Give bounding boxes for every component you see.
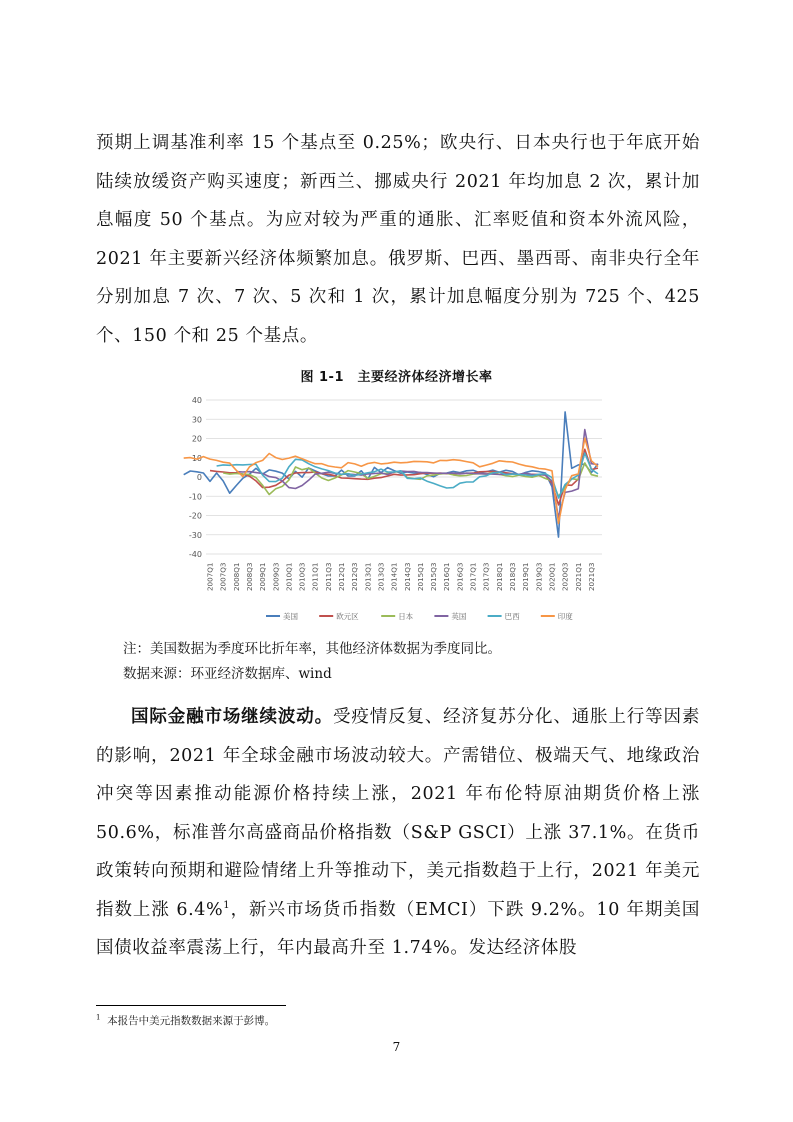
x-tick-label: 2011Q1 (310, 562, 320, 592)
x-tick-label: 2010Q3 (297, 562, 307, 592)
x-tick-label: 2017Q1 (468, 562, 478, 592)
x-tick-label: 2010Q1 (284, 562, 294, 592)
x-tick-label: 2016Q1 (442, 562, 452, 592)
x-tick-label: 2009Q1 (258, 562, 268, 592)
legend-label: 日本 (398, 612, 414, 621)
x-tick-label: 2020Q1 (547, 562, 557, 592)
x-tick-label: 2015Q3 (429, 562, 439, 592)
paragraph-2-text-1: 受疫情反复、经济复苏分化、通胀上行等因素的影响，2021 年全球金融市场波动较大。产需错位、极端天气、地缘政治冲突等因素推动能源价格持续上涨，2021 年布伦特原油期货价格上涨 50.6%，标准普尔高盛商品价格指数（S&P GSCI）上涨 37.1%。在货币政策转向预期和避险情绪上升等推动下，美元指数趋于上行，2021 年美元指数上涨 6.4% (96, 707, 700, 920)
x-tick-label: 2016Q3 (455, 562, 465, 592)
footnote-marker: 1 (96, 1013, 101, 1022)
footnote-reference[interactable]: 1 (223, 899, 231, 911)
y-tick-label: 40 (191, 396, 202, 405)
legend-label: 美国 (283, 612, 298, 621)
legend-label: 巴西 (504, 612, 520, 621)
paragraph-2-text (96, 698, 700, 968)
y-tick-label: -30 (188, 530, 202, 540)
x-tick-label: 2014Q1 (389, 562, 399, 592)
y-tick-label: 20 (191, 434, 202, 444)
chart-series (184, 412, 598, 537)
x-tick-label: 2007Q1 (205, 562, 215, 592)
x-tick-label: 2014Q3 (402, 562, 412, 592)
x-tick-label: 2007Q3 (218, 562, 228, 592)
legend-label: 欧元区 (336, 612, 359, 621)
x-tick-label: 2019Q1 (521, 562, 531, 592)
x-tick-label: 2008Q1 (231, 562, 241, 592)
chart-legend (266, 611, 573, 621)
figure-note: 注：美国数据为季度环比折年率，其他经济体数据为季度同比。 (123, 641, 501, 657)
x-tick-label: 2012Q3 (350, 562, 360, 592)
x-tick-label: 2008Q3 (244, 562, 254, 592)
y-tick-label: -20 (188, 511, 202, 521)
x-tick-label: 2013Q1 (363, 562, 373, 592)
x-tick-label: 2020Q3 (560, 562, 570, 592)
x-tick-label: 2018Q3 (508, 562, 518, 592)
legend-label: 英国 (451, 612, 467, 621)
figure-source: 数据来源：环亚经济数据库、wind (123, 666, 332, 682)
footnote-text: 本报告中美元指数数据来源于彭博。 (107, 1015, 276, 1027)
x-tick-label: 2019Q3 (534, 562, 544, 592)
paragraph-2-lead: 国际金融市场继续波动。 (131, 707, 333, 727)
x-tick-label: 2021Q3 (586, 562, 596, 592)
figure-title: 图 1-1 主要经济体经济增长率 (300, 370, 493, 385)
x-tick-label: 2021Q1 (573, 562, 583, 592)
y-tick-label: -10 (188, 492, 202, 502)
x-tick-label: 2012Q1 (337, 562, 347, 592)
series-line (184, 438, 598, 523)
y-tick-label: -40 (188, 550, 202, 559)
gdp-growth-chart (178, 388, 610, 628)
y-tick-label: 30 (191, 415, 202, 425)
paragraph-text: 预期上调基准利率 15 个基点至 0.25%；欧央行、日本央行也于年底开始陆续放缓资产购买速度；新西兰、挪威央行 2021 年均加息 2 次，累计加息幅度 50 个基点。为应对较为严重的通胀、汇率贬值和资本外流风险，2021 年主要新兴经济体频繁加息。俄罗斯、巴西、墨西哥、南非央行全年分别加息 7 次、7 次、5 次和 1 次，累计加息幅度分别为 725 个、425 个、150 个和 25 个基点。 (96, 133, 700, 346)
page-number: 7 (392, 1040, 401, 1054)
y-tick-label: 10 (191, 453, 202, 463)
legend-label: 印度 (557, 612, 573, 621)
footnote (96, 1013, 275, 1028)
y-tick-label: 0 (196, 473, 202, 482)
x-tick-label: 2018Q1 (494, 562, 504, 592)
body-paragraph-2 (96, 698, 700, 968)
body-paragraph-1 (96, 124, 700, 355)
x-tick-label: 2017Q3 (481, 562, 491, 592)
y-axis-ticks (189, 396, 202, 559)
x-tick-label: 2015Q1 (415, 562, 425, 592)
paragraph-2-text-2: ，新兴市场货币指数（EMCI）下跌 9.2%。10 年期美国国债收益率震荡上行，年内最高升至 1.74%。发达经济体股 (96, 899, 700, 958)
x-tick-label: 2009Q3 (271, 562, 281, 592)
x-tick-label: 2011Q3 (323, 562, 333, 592)
x-axis-ticks (206, 563, 596, 592)
footnote-divider (96, 1005, 286, 1006)
x-tick-label: 2013Q3 (376, 562, 386, 592)
